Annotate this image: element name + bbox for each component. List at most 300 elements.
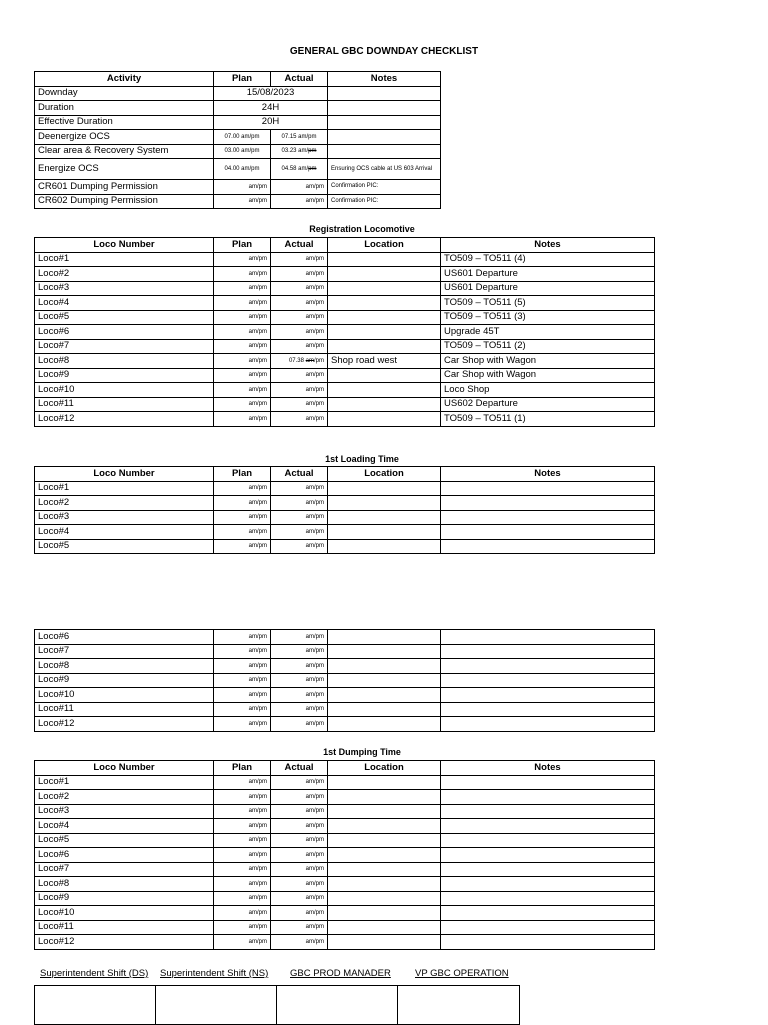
page-title: GENERAL GBC DOWNDAY CHECKLIST bbox=[289, 46, 479, 57]
activity-row bbox=[35, 180, 441, 195]
location-cell bbox=[328, 790, 441, 805]
loco-number: Loco#7 bbox=[35, 339, 214, 354]
actual-cell: am/pm bbox=[271, 496, 328, 511]
notes-cell bbox=[441, 525, 655, 540]
location-cell bbox=[328, 848, 441, 863]
loco-number: Loco#2 bbox=[35, 790, 214, 805]
location-cell bbox=[328, 325, 441, 340]
location-cell bbox=[328, 673, 441, 688]
location-cell bbox=[328, 688, 441, 703]
header-actual: Actual bbox=[271, 238, 328, 253]
loco-number: Loco#10 bbox=[35, 383, 214, 398]
table-row bbox=[35, 496, 655, 511]
signature-label-prod-manager: GBC PROD MANADER bbox=[290, 968, 391, 979]
plan-cell: am/pm bbox=[214, 775, 271, 790]
location-cell bbox=[328, 539, 441, 554]
struck-text: pm bbox=[308, 148, 317, 155]
table-row bbox=[35, 688, 655, 703]
plan-cell: am/pm bbox=[214, 673, 271, 688]
notes-cell: TO509 – TO511 (2) bbox=[441, 339, 655, 354]
header-location: Location bbox=[328, 467, 441, 482]
loco-number: Loco#9 bbox=[35, 891, 214, 906]
notes-cell: US601 Departure bbox=[441, 267, 655, 282]
header-notes: Notes bbox=[441, 467, 655, 482]
location-cell bbox=[328, 644, 441, 659]
activity-notes: Ensuring OCS cable at US 603 Arrival bbox=[328, 159, 441, 180]
table-row bbox=[35, 673, 655, 688]
signature-box-vp[interactable] bbox=[398, 986, 520, 1025]
signature-label-ns: Superintendent Shift (NS) bbox=[160, 968, 269, 979]
location-cell bbox=[328, 891, 441, 906]
actual-cell: am/pm bbox=[271, 267, 328, 282]
actual-cell: am/pm bbox=[271, 281, 328, 296]
loco-number: Loco#8 bbox=[35, 659, 214, 674]
dumping-header-row bbox=[35, 761, 655, 776]
actual-cell: am/pm bbox=[271, 862, 328, 877]
plan-cell: am/pm bbox=[214, 539, 271, 554]
loco-number: Loco#8 bbox=[35, 354, 214, 369]
notes-cell bbox=[441, 862, 655, 877]
activity-row bbox=[35, 144, 441, 159]
actual-cell: am/pm bbox=[271, 659, 328, 674]
table-row bbox=[35, 833, 655, 848]
actual-cell: am/pm bbox=[271, 644, 328, 659]
loco-number: Loco#5 bbox=[35, 539, 214, 554]
downday-value: 15/08/2023 bbox=[214, 86, 328, 101]
activity-plan: 04.00 am/pm bbox=[214, 159, 271, 180]
notes-cell: Car Shop with Wagon bbox=[441, 354, 655, 369]
header-location: Location bbox=[328, 761, 441, 776]
actual-text: 07.38 bbox=[288, 357, 306, 364]
table-row bbox=[35, 644, 655, 659]
loco-number: Loco#6 bbox=[35, 630, 214, 645]
actual-cell: am/pm bbox=[271, 920, 328, 935]
duration-value: 24H bbox=[214, 101, 328, 116]
notes-cell bbox=[441, 673, 655, 688]
table-row bbox=[35, 339, 655, 354]
actual-cell: am/pm bbox=[271, 702, 328, 717]
activity-plan: 07.00 am/pm bbox=[214, 130, 271, 145]
signature-box-ds[interactable] bbox=[35, 986, 156, 1025]
plan-cell: am/pm bbox=[214, 383, 271, 398]
table-row bbox=[35, 539, 655, 554]
table-row bbox=[35, 702, 655, 717]
location-cell bbox=[328, 412, 441, 427]
plan-cell: am/pm bbox=[214, 688, 271, 703]
loco-number: Loco#7 bbox=[35, 644, 214, 659]
loco-number: Loco#2 bbox=[35, 496, 214, 511]
location-cell bbox=[328, 383, 441, 398]
notes-cell: US602 Departure bbox=[441, 397, 655, 412]
location-cell bbox=[328, 252, 441, 267]
table-row bbox=[35, 775, 655, 790]
activity-actual: am/pm bbox=[271, 194, 328, 209]
plan-cell: am/pm bbox=[214, 296, 271, 311]
header-notes: Notes bbox=[328, 72, 441, 87]
notes-cell bbox=[441, 906, 655, 921]
signature-box-ns[interactable] bbox=[156, 986, 277, 1025]
actual-cell: am/pm bbox=[271, 906, 328, 921]
header-loco-number: Loco Number bbox=[35, 238, 214, 253]
location-cell bbox=[328, 819, 441, 834]
actual-cell: am/pm bbox=[271, 325, 328, 340]
loco-number: Loco#8 bbox=[35, 877, 214, 892]
location-cell bbox=[328, 702, 441, 717]
loading-table-part1 bbox=[34, 466, 655, 554]
actual-cell: am/pm bbox=[271, 252, 328, 267]
loco-number: Loco#12 bbox=[35, 717, 214, 732]
actual-cell: am/pm bbox=[271, 688, 328, 703]
notes-cell bbox=[441, 833, 655, 848]
effective-duration-value: 20H bbox=[214, 115, 328, 130]
plan-cell: am/pm bbox=[214, 877, 271, 892]
loading-table-part2 bbox=[34, 629, 655, 732]
table-row bbox=[35, 906, 655, 921]
plan-cell: am/pm bbox=[214, 368, 271, 383]
location-cell: Shop road west bbox=[328, 354, 441, 369]
location-cell bbox=[328, 397, 441, 412]
header-notes: Notes bbox=[441, 238, 655, 253]
notes-cell bbox=[441, 804, 655, 819]
activity-notes: Confirmation PIC: bbox=[328, 194, 441, 209]
activity-name: Deenergize OCS bbox=[35, 130, 214, 145]
loco-number: Loco#3 bbox=[35, 281, 214, 296]
header-activity: Activity bbox=[35, 72, 214, 87]
loco-number: Loco#1 bbox=[35, 481, 214, 496]
notes-cell: US601 Departure bbox=[441, 281, 655, 296]
activity-name: CR602 Dumping Permission bbox=[35, 194, 214, 209]
activity-plan: 03.00 am/pm bbox=[214, 144, 271, 159]
activity-row bbox=[35, 159, 441, 180]
notes-cell bbox=[441, 891, 655, 906]
effective-duration-label: Effective Duration bbox=[35, 115, 214, 130]
activity-plan: am/pm bbox=[214, 180, 271, 195]
actual-cell: am/pm bbox=[271, 819, 328, 834]
loco-number: Loco#2 bbox=[35, 267, 214, 282]
plan-cell: am/pm bbox=[214, 630, 271, 645]
plan-cell: am/pm bbox=[214, 310, 271, 325]
registration-header-row bbox=[35, 238, 655, 253]
actual-cell bbox=[271, 354, 328, 369]
notes-cell: TO509 – TO511 (1) bbox=[441, 412, 655, 427]
actual-text: 04.58 am/ bbox=[281, 166, 309, 172]
signature-table bbox=[34, 985, 520, 1025]
signature-label-vp: VP GBC OPERATION bbox=[415, 968, 509, 979]
location-cell bbox=[328, 804, 441, 819]
notes-cell bbox=[441, 848, 655, 863]
location-cell bbox=[328, 281, 441, 296]
plan-cell: am/pm bbox=[214, 659, 271, 674]
actual-cell: am/pm bbox=[271, 804, 328, 819]
actual-text: /pm bbox=[313, 357, 324, 364]
plan-cell: am/pm bbox=[214, 525, 271, 540]
registration-title: Registration Locomotive bbox=[309, 224, 415, 234]
downday-row bbox=[35, 86, 441, 101]
actual-cell: am/pm bbox=[271, 717, 328, 732]
loco-number: Loco#11 bbox=[35, 920, 214, 935]
header-actual: Actual bbox=[271, 72, 328, 87]
header-loco-number: Loco Number bbox=[35, 761, 214, 776]
effective-duration-notes bbox=[328, 115, 441, 130]
actual-cell: am/pm bbox=[271, 775, 328, 790]
actual-cell: am/pm bbox=[271, 525, 328, 540]
notes-cell bbox=[441, 702, 655, 717]
table-row bbox=[35, 717, 655, 732]
location-cell bbox=[328, 935, 441, 950]
actual-cell: am/pm bbox=[271, 296, 328, 311]
plan-cell: am/pm bbox=[214, 510, 271, 525]
notes-cell bbox=[441, 481, 655, 496]
notes-cell bbox=[441, 688, 655, 703]
loco-number: Loco#11 bbox=[35, 397, 214, 412]
header-location: Location bbox=[328, 238, 441, 253]
notes-cell bbox=[441, 717, 655, 732]
notes-cell bbox=[441, 496, 655, 511]
location-cell bbox=[328, 920, 441, 935]
activity-notes bbox=[328, 130, 441, 145]
header-plan: Plan bbox=[214, 72, 271, 87]
location-cell bbox=[328, 862, 441, 877]
activity-actual: am/pm bbox=[271, 180, 328, 195]
actual-cell: am/pm bbox=[271, 510, 328, 525]
plan-cell: am/pm bbox=[214, 412, 271, 427]
header-plan: Plan bbox=[214, 761, 271, 776]
notes-cell bbox=[441, 539, 655, 554]
notes-cell: Upgrade 45T bbox=[441, 325, 655, 340]
loco-number: Loco#9 bbox=[35, 368, 214, 383]
loco-number: Loco#1 bbox=[35, 775, 214, 790]
plan-cell: am/pm bbox=[214, 848, 271, 863]
plan-cell: am/pm bbox=[214, 481, 271, 496]
location-cell bbox=[328, 339, 441, 354]
actual-cell: am/pm bbox=[271, 539, 328, 554]
activity-row bbox=[35, 194, 441, 209]
loco-number: Loco#6 bbox=[35, 325, 214, 340]
activity-name: Clear area & Recovery System bbox=[35, 144, 214, 159]
location-cell bbox=[328, 481, 441, 496]
notes-cell bbox=[441, 819, 655, 834]
loco-number: Loco#3 bbox=[35, 510, 214, 525]
actual-cell: am/pm bbox=[271, 630, 328, 645]
table-row bbox=[35, 281, 655, 296]
dumping-table bbox=[34, 760, 655, 950]
table-row bbox=[35, 848, 655, 863]
notes-cell: Car Shop with Wagon bbox=[441, 368, 655, 383]
table-row bbox=[35, 412, 655, 427]
plan-cell: am/pm bbox=[214, 354, 271, 369]
loco-number: Loco#7 bbox=[35, 862, 214, 877]
loco-number: Loco#5 bbox=[35, 833, 214, 848]
duration-notes bbox=[328, 101, 441, 116]
location-cell bbox=[328, 775, 441, 790]
notes-cell: TO509 – TO511 (3) bbox=[441, 310, 655, 325]
location-cell bbox=[328, 496, 441, 511]
actual-cell: am/pm bbox=[271, 397, 328, 412]
table-row bbox=[35, 267, 655, 282]
actual-cell: am/pm bbox=[271, 848, 328, 863]
loco-number: Loco#1 bbox=[35, 252, 214, 267]
actual-cell: am/pm bbox=[271, 339, 328, 354]
activity-actual bbox=[271, 144, 328, 159]
plan-cell: am/pm bbox=[214, 891, 271, 906]
location-cell bbox=[328, 717, 441, 732]
location-cell bbox=[328, 659, 441, 674]
location-cell bbox=[328, 310, 441, 325]
signature-label-ds: Superintendent Shift (DS) bbox=[40, 968, 149, 979]
activity-table bbox=[34, 71, 441, 209]
plan-cell: am/pm bbox=[214, 644, 271, 659]
table-row bbox=[35, 510, 655, 525]
activity-notes bbox=[328, 144, 441, 159]
signature-row bbox=[35, 986, 520, 1025]
loco-number: Loco#6 bbox=[35, 848, 214, 863]
table-row bbox=[35, 659, 655, 674]
table-row bbox=[35, 804, 655, 819]
table-row bbox=[35, 630, 655, 645]
loco-number: Loco#5 bbox=[35, 310, 214, 325]
actual-cell: am/pm bbox=[271, 383, 328, 398]
location-cell bbox=[328, 906, 441, 921]
activity-plan: am/pm bbox=[214, 194, 271, 209]
plan-cell: am/pm bbox=[214, 325, 271, 340]
actual-cell: am/pm bbox=[271, 790, 328, 805]
loco-number: Loco#11 bbox=[35, 702, 214, 717]
table-row bbox=[35, 877, 655, 892]
activity-actual: 07.15 am/pm bbox=[271, 130, 328, 145]
table-row bbox=[35, 819, 655, 834]
loco-number: Loco#12 bbox=[35, 935, 214, 950]
plan-cell: am/pm bbox=[214, 267, 271, 282]
actual-text: 03.23 am/ bbox=[281, 148, 309, 155]
notes-cell bbox=[441, 659, 655, 674]
plan-cell: am/pm bbox=[214, 702, 271, 717]
plan-cell: am/pm bbox=[214, 906, 271, 921]
plan-cell: am/pm bbox=[214, 496, 271, 511]
table-row bbox=[35, 325, 655, 340]
table-row bbox=[35, 383, 655, 398]
table-row bbox=[35, 525, 655, 540]
notes-cell bbox=[441, 644, 655, 659]
struck-text: am bbox=[305, 357, 314, 364]
actual-cell: am/pm bbox=[271, 310, 328, 325]
loco-number: Loco#10 bbox=[35, 688, 214, 703]
header-actual: Actual bbox=[271, 467, 328, 482]
table-row bbox=[35, 862, 655, 877]
plan-cell: am/pm bbox=[214, 339, 271, 354]
actual-cell: am/pm bbox=[271, 891, 328, 906]
activity-name: Energize OCS bbox=[35, 159, 214, 180]
duration-label: Duration bbox=[35, 101, 214, 116]
activity-notes: Confirmation PIC: bbox=[328, 180, 441, 195]
effective-duration-row bbox=[35, 115, 441, 130]
downday-notes bbox=[328, 86, 441, 101]
loco-number: Loco#4 bbox=[35, 525, 214, 540]
struck-text: pm bbox=[308, 166, 317, 172]
notes-cell bbox=[441, 935, 655, 950]
actual-cell: am/pm bbox=[271, 481, 328, 496]
plan-cell: am/pm bbox=[214, 790, 271, 805]
plan-cell: am/pm bbox=[214, 833, 271, 848]
loco-number: Loco#3 bbox=[35, 804, 214, 819]
header-actual: Actual bbox=[271, 761, 328, 776]
downday-label: Downday bbox=[35, 86, 214, 101]
table-row bbox=[35, 935, 655, 950]
notes-cell bbox=[441, 790, 655, 805]
header-plan: Plan bbox=[214, 467, 271, 482]
activity-row bbox=[35, 130, 441, 145]
notes-cell: TO509 – TO511 (4) bbox=[441, 252, 655, 267]
header-notes: Notes bbox=[441, 761, 655, 776]
table-row bbox=[35, 891, 655, 906]
actual-cell: am/pm bbox=[271, 877, 328, 892]
dumping-title: 1st Dumping Time bbox=[323, 747, 401, 757]
loco-number: Loco#12 bbox=[35, 412, 214, 427]
actual-cell: am/pm bbox=[271, 833, 328, 848]
table-row bbox=[35, 354, 655, 369]
notes-cell bbox=[441, 920, 655, 935]
table-row bbox=[35, 252, 655, 267]
activity-actual bbox=[271, 159, 328, 180]
plan-cell: am/pm bbox=[214, 397, 271, 412]
notes-cell bbox=[441, 877, 655, 892]
header-loco-number: Loco Number bbox=[35, 467, 214, 482]
loco-number: Loco#4 bbox=[35, 819, 214, 834]
header-plan: Plan bbox=[214, 238, 271, 253]
location-cell bbox=[328, 510, 441, 525]
notes-cell: TO509 – TO511 (5) bbox=[441, 296, 655, 311]
plan-cell: am/pm bbox=[214, 819, 271, 834]
table-row bbox=[35, 920, 655, 935]
location-cell bbox=[328, 267, 441, 282]
location-cell bbox=[328, 368, 441, 383]
location-cell bbox=[328, 630, 441, 645]
location-cell bbox=[328, 525, 441, 540]
plan-cell: am/pm bbox=[214, 717, 271, 732]
table-row bbox=[35, 790, 655, 805]
activity-header-row bbox=[35, 72, 441, 87]
table-row bbox=[35, 296, 655, 311]
actual-cell: am/pm bbox=[271, 673, 328, 688]
location-cell bbox=[328, 296, 441, 311]
activity-name: CR601 Dumping Permission bbox=[35, 180, 214, 195]
plan-cell: am/pm bbox=[214, 935, 271, 950]
plan-cell: am/pm bbox=[214, 920, 271, 935]
location-cell bbox=[328, 833, 441, 848]
actual-cell: am/pm bbox=[271, 412, 328, 427]
loco-number: Loco#4 bbox=[35, 296, 214, 311]
loco-number: Loco#10 bbox=[35, 906, 214, 921]
actual-cell: am/pm bbox=[271, 368, 328, 383]
notes-cell bbox=[441, 630, 655, 645]
registration-table bbox=[34, 237, 655, 427]
plan-cell: am/pm bbox=[214, 804, 271, 819]
notes-cell bbox=[441, 510, 655, 525]
plan-cell: am/pm bbox=[214, 862, 271, 877]
plan-cell: am/pm bbox=[214, 252, 271, 267]
notes-cell bbox=[441, 775, 655, 790]
plan-cell: am/pm bbox=[214, 281, 271, 296]
table-row bbox=[35, 310, 655, 325]
table-row bbox=[35, 397, 655, 412]
table-row bbox=[35, 368, 655, 383]
loco-number: Loco#9 bbox=[35, 673, 214, 688]
loading-header-row bbox=[35, 467, 655, 482]
actual-cell: am/pm bbox=[271, 935, 328, 950]
duration-row bbox=[35, 101, 441, 116]
location-cell bbox=[328, 877, 441, 892]
signature-box-prod-manager[interactable] bbox=[277, 986, 398, 1025]
notes-cell: Loco Shop bbox=[441, 383, 655, 398]
